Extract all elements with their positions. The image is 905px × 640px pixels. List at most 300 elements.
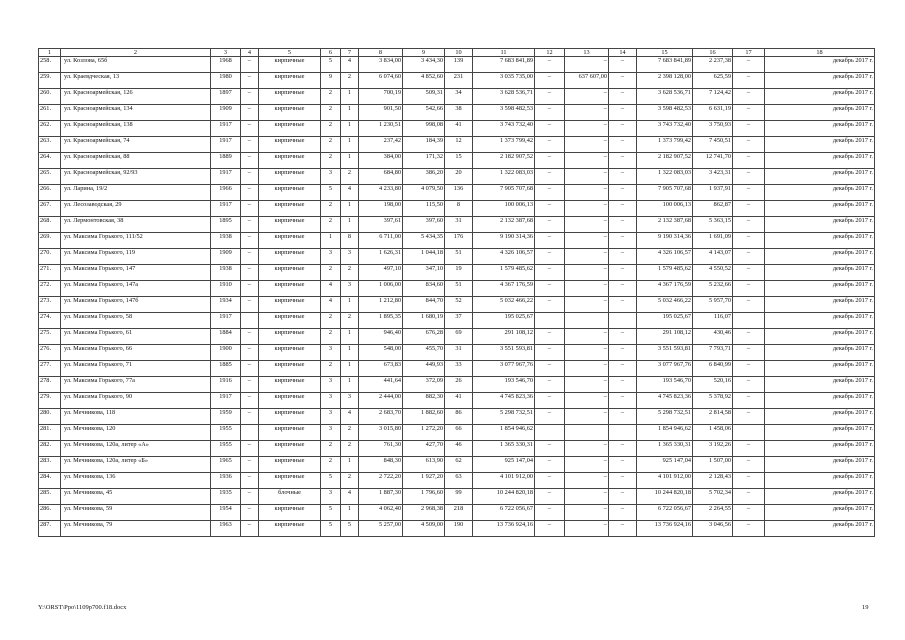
table-cell: 4 745 823,36	[637, 393, 693, 409]
table-cell: –	[609, 345, 637, 361]
table-cell: ул. Мечникова, 118	[61, 409, 211, 425]
table-cell: –	[535, 473, 565, 489]
table-cell: 4 062,40	[359, 505, 403, 521]
table-cell: 3 598 482,53	[637, 105, 693, 121]
table-cell: 3 434,30	[403, 57, 445, 73]
table-cell: –	[733, 217, 765, 233]
table-cell: 261.	[39, 105, 61, 121]
table-cell: 139	[445, 57, 473, 73]
table-cell: 1 322 083,03	[473, 169, 535, 185]
table-cell: –	[565, 249, 609, 265]
table-cell: 184,39	[403, 137, 445, 153]
table-cell: 3	[341, 249, 359, 265]
table-cell: 1 365 330,31	[637, 441, 693, 457]
table-cell: 2 128,43	[693, 473, 733, 489]
table-cell: –	[535, 409, 565, 425]
table-cell: 3 628 536,71	[637, 89, 693, 105]
table-cell: кирпичные	[259, 473, 321, 489]
table-cell: –	[535, 457, 565, 473]
table-cell: 1885	[211, 361, 241, 377]
table-cell: –	[535, 393, 565, 409]
table-row	[39, 217, 875, 233]
table-cell: декабрь 2017 г.	[765, 361, 875, 377]
column-header: 14	[609, 49, 637, 57]
table-cell: 287.	[39, 521, 61, 537]
table-cell: 264.	[39, 153, 61, 169]
table-row	[39, 505, 875, 521]
table-cell: –	[241, 281, 259, 297]
table-cell: 3 192,26	[693, 441, 733, 457]
column-header: 9	[403, 49, 445, 57]
table-cell: 37	[445, 313, 473, 329]
table-cell: кирпичные	[259, 153, 321, 169]
table-cell: декабрь 2017 г.	[765, 89, 875, 105]
table-cell: –	[241, 169, 259, 185]
table-cell: кирпичные	[259, 361, 321, 377]
table-cell: кирпичные	[259, 281, 321, 297]
footer-file-path: Y:\ORST\Ppo\1109p700.f18.docx	[38, 604, 127, 611]
table-cell: –	[241, 217, 259, 233]
table-cell: 1	[341, 217, 359, 233]
table-cell: 269.	[39, 233, 61, 249]
table-cell: 237,42	[359, 137, 403, 153]
table-cell: –	[241, 201, 259, 217]
table-cell: 10 244 820,18	[473, 489, 535, 505]
table-cell: кирпичные	[259, 73, 321, 89]
table-cell: 1910	[211, 281, 241, 297]
table-row	[39, 489, 875, 505]
table-cell: 1	[341, 153, 359, 169]
table-cell: –	[609, 153, 637, 169]
table-cell: 1 373 799,42	[637, 137, 693, 153]
table-cell: –	[733, 361, 765, 377]
table-cell: 5 232,66	[693, 281, 733, 297]
table-cell: 2 722,20	[359, 473, 403, 489]
table-cell: 2 132 387,68	[637, 217, 693, 233]
table-cell: –	[565, 153, 609, 169]
table-cell: –	[733, 377, 765, 393]
table-cell: ул. Лесозаводская, 29	[61, 201, 211, 217]
table-cell: –	[733, 249, 765, 265]
table-cell: –	[535, 201, 565, 217]
table-cell: кирпичные	[259, 313, 321, 329]
column-header: 7	[341, 49, 359, 57]
column-header: 8	[359, 49, 403, 57]
table-row	[39, 73, 875, 89]
table-cell: 3 551 593,81	[473, 345, 535, 361]
table-cell: 12	[445, 137, 473, 153]
table-cell: 1	[341, 377, 359, 393]
table-cell: 280.	[39, 409, 61, 425]
table-row	[39, 521, 875, 537]
table-cell: 1963	[211, 521, 241, 537]
table-cell: 4	[321, 297, 341, 313]
table-cell: 1917	[211, 137, 241, 153]
table-cell: 115,50	[403, 201, 445, 217]
table-cell: –	[241, 153, 259, 169]
table-row	[39, 105, 875, 121]
table-row	[39, 89, 875, 105]
table-cell: декабрь 2017 г.	[765, 153, 875, 169]
table-cell: 1900	[211, 345, 241, 361]
table-row	[39, 57, 875, 73]
table-cell: 7 450,51	[693, 137, 733, 153]
table-cell: 882,30	[403, 393, 445, 409]
table-cell: –	[565, 377, 609, 393]
table-cell: 100 006,13	[473, 201, 535, 217]
table-cell: –	[565, 201, 609, 217]
table-cell: 1936	[211, 473, 241, 489]
table-cell: 3 750,93	[693, 121, 733, 137]
table-cell: кирпичные	[259, 521, 321, 537]
table-cell: 548,00	[359, 345, 403, 361]
table-cell: –	[733, 489, 765, 505]
table-cell: 33	[445, 361, 473, 377]
table-cell: 455,70	[403, 345, 445, 361]
table-cell: –	[241, 89, 259, 105]
table-cell: 2	[321, 137, 341, 153]
table-cell: 282.	[39, 441, 61, 457]
table-cell: –	[733, 409, 765, 425]
table-cell: 7 683 841,89	[637, 57, 693, 73]
table-row	[39, 441, 875, 457]
table-cell: –	[535, 105, 565, 121]
table-cell: 3	[321, 409, 341, 425]
table-cell: 2 683,70	[359, 409, 403, 425]
table-cell: кирпичные	[259, 105, 321, 121]
table-cell: 52	[445, 297, 473, 313]
table-cell: 1	[341, 457, 359, 473]
table-cell: 848,30	[359, 457, 403, 473]
table-cell: 51	[445, 249, 473, 265]
table-cell: 1	[341, 297, 359, 313]
table-cell: 946,40	[359, 329, 403, 345]
table-cell: 1 579 485,62	[637, 265, 693, 281]
table-cell: 231	[445, 73, 473, 89]
table-cell: ул. Красноармейская, 74	[61, 137, 211, 153]
table-cell: 6 711,00	[359, 233, 403, 249]
table-cell: –	[733, 265, 765, 281]
table-cell: 2	[321, 313, 341, 329]
table-cell: 7 683 841,89	[473, 57, 535, 73]
table-cell: 3	[321, 489, 341, 505]
table-cell: ул. Максима Горького, 119	[61, 249, 211, 265]
table-cell: 3	[321, 169, 341, 185]
table-cell: 193 546,70	[637, 377, 693, 393]
table-cell: –	[565, 441, 609, 457]
table-cell: 2	[341, 265, 359, 281]
table-cell: ул. Красноармейская, 126	[61, 89, 211, 105]
column-header: 2	[61, 49, 211, 57]
table-cell: 263.	[39, 137, 61, 153]
table-cell: –	[609, 441, 637, 457]
table-cell: 4	[341, 409, 359, 425]
table-cell: кирпичные	[259, 233, 321, 249]
table-cell: –	[733, 169, 765, 185]
table-cell: 5	[321, 57, 341, 73]
table-cell: 1917	[211, 201, 241, 217]
table-cell: 176	[445, 233, 473, 249]
table-cell: 100 006,13	[637, 201, 693, 217]
table-cell: 372,09	[403, 377, 445, 393]
table-cell: –	[565, 489, 609, 505]
table-cell: 193 546,70	[473, 377, 535, 393]
table-cell: 1938	[211, 265, 241, 281]
column-header: 5	[259, 49, 321, 57]
table-cell: –	[565, 297, 609, 313]
table-cell: 1 006,00	[359, 281, 403, 297]
table-cell: 3 598 482,53	[473, 105, 535, 121]
table-cell: 15	[445, 153, 473, 169]
table-cell: 218	[445, 505, 473, 521]
table-cell: 4 079,50	[403, 185, 445, 201]
table-cell: –	[565, 137, 609, 153]
table-cell: 998,08	[403, 121, 445, 137]
table-cell: 1917	[211, 121, 241, 137]
table-cell: 3	[341, 393, 359, 409]
table-cell: 1 796,60	[403, 489, 445, 505]
table-cell: 9 190 314,36	[473, 233, 535, 249]
table-cell: –	[609, 137, 637, 153]
table-row	[39, 169, 875, 185]
table-cell: –	[565, 281, 609, 297]
table-cell: 7 905 707,68	[637, 185, 693, 201]
table-cell: ул. Козлова, 65б	[61, 57, 211, 73]
table-cell: 2 444,00	[359, 393, 403, 409]
table-cell: 5 032 466,22	[473, 297, 535, 313]
table-cell: 291 108,12	[473, 329, 535, 345]
table-cell: 69	[445, 329, 473, 345]
table-cell: 2	[321, 153, 341, 169]
table-cell: 62	[445, 457, 473, 473]
table-cell: –	[565, 361, 609, 377]
table-cell: 1980	[211, 73, 241, 89]
table-cell: –	[609, 297, 637, 313]
table-cell: кирпичные	[259, 377, 321, 393]
table-cell: ул. Мечникова, 45	[61, 489, 211, 505]
table-cell: 286.	[39, 505, 61, 521]
table-cell: 66	[445, 425, 473, 441]
table-cell: –	[733, 345, 765, 361]
table-cell: 5	[321, 185, 341, 201]
table-cell: декабрь 2017 г.	[765, 169, 875, 185]
table-cell: 676,28	[403, 329, 445, 345]
table-cell: 1	[341, 201, 359, 217]
table-cell: 2 237,38	[693, 57, 733, 73]
table-cell	[565, 425, 609, 441]
table-cell: декабрь 2017 г.	[765, 185, 875, 201]
table-cell: 7 905 707,68	[473, 185, 535, 201]
table-cell: декабрь 2017 г.	[765, 121, 875, 137]
table-cell: 386,20	[403, 169, 445, 185]
table-cell: –	[609, 409, 637, 425]
table-cell: –	[609, 361, 637, 377]
table-cell: 1935	[211, 489, 241, 505]
table-cell: 3 015,80	[359, 425, 403, 441]
table-cell: 5 957,70	[693, 297, 733, 313]
table-cell: –	[241, 361, 259, 377]
table-cell: кирпичные	[259, 137, 321, 153]
table-cell: –	[609, 329, 637, 345]
table-cell: 279.	[39, 393, 61, 409]
table-cell: 1916	[211, 377, 241, 393]
table-cell: 637 607,00	[565, 73, 609, 89]
table-cell: –	[609, 393, 637, 409]
table-cell: 1 373 799,42	[473, 137, 535, 153]
table-cell: 3	[341, 281, 359, 297]
table-cell: 2	[321, 201, 341, 217]
table-cell: 2	[341, 441, 359, 457]
table-cell: 260.	[39, 89, 61, 105]
table-cell: 497,10	[359, 265, 403, 281]
table-cell: –	[733, 105, 765, 121]
table-cell: 268.	[39, 217, 61, 233]
table-cell: 1889	[211, 153, 241, 169]
table-cell: –	[609, 505, 637, 521]
table-cell: декабрь 2017 г.	[765, 137, 875, 153]
table-cell: декабрь 2017 г.	[765, 217, 875, 233]
table-cell: 925 147,04	[473, 457, 535, 473]
table-cell: 1934	[211, 297, 241, 313]
table-cell: 1 044,18	[403, 249, 445, 265]
table-cell: 195 025,67	[637, 313, 693, 329]
table-row	[39, 425, 875, 441]
table-cell: 86	[445, 409, 473, 425]
column-header: 4	[241, 49, 259, 57]
table-cell: 1 365 330,31	[473, 441, 535, 457]
table-cell: 1 680,19	[403, 313, 445, 329]
table-cell: 13 736 924,16	[473, 521, 535, 537]
table-cell: –	[565, 329, 609, 345]
table-cell: 5	[321, 521, 341, 537]
table-cell: 1917	[211, 169, 241, 185]
table-cell: 291 108,12	[637, 329, 693, 345]
table-cell: ул. Ларина, 19/2	[61, 185, 211, 201]
table-row	[39, 249, 875, 265]
table-cell: 4	[341, 489, 359, 505]
table-cell: –	[535, 73, 565, 89]
table-cell: –	[565, 473, 609, 489]
table-cell: –	[241, 297, 259, 313]
table-cell: 41	[445, 393, 473, 409]
table-cell: 271.	[39, 265, 61, 281]
table-cell: кирпичные	[259, 457, 321, 473]
table-cell: 2	[321, 457, 341, 473]
table-cell: ул. Красноармейская, 92/93	[61, 169, 211, 185]
table-cell: 258.	[39, 57, 61, 73]
table-cell: –	[609, 217, 637, 233]
table-cell: декабрь 2017 г.	[765, 345, 875, 361]
table-cell: –	[733, 201, 765, 217]
table-cell: –	[565, 521, 609, 537]
table-cell: –	[565, 457, 609, 473]
table-cell: –	[565, 393, 609, 409]
table-cell: 2 182 907,52	[637, 153, 693, 169]
table-cell: –	[535, 345, 565, 361]
table-cell: 1917	[211, 313, 241, 329]
table-cell: 273.	[39, 297, 61, 313]
table-cell: 4	[341, 185, 359, 201]
table-cell: –	[241, 345, 259, 361]
table-cell: –	[535, 137, 565, 153]
table-cell: 1 579 485,62	[473, 265, 535, 281]
table-cell: декабрь 2017 г.	[765, 425, 875, 441]
table-cell: 19	[445, 265, 473, 281]
table-row	[39, 457, 875, 473]
table-cell: 46	[445, 441, 473, 457]
table-cell: ул. Красноармейская, 134	[61, 105, 211, 121]
table-cell: –	[241, 233, 259, 249]
table-cell: 4 550,52	[693, 265, 733, 281]
table-cell: декабрь 2017 г.	[765, 297, 875, 313]
table-cell: 2	[321, 217, 341, 233]
table-cell: 10 244 820,18	[637, 489, 693, 505]
table-cell: кирпичные	[259, 393, 321, 409]
table-cell: 1 322 083,03	[637, 169, 693, 185]
table-cell: –	[535, 185, 565, 201]
table-cell: –	[565, 169, 609, 185]
table-cell: –	[565, 185, 609, 201]
table-cell: 5 378,92	[693, 393, 733, 409]
table-cell: –	[535, 297, 565, 313]
table-cell: 1954	[211, 505, 241, 521]
table-cell: –	[733, 121, 765, 137]
table-cell: ул. Максима Горького, 147а	[61, 281, 211, 297]
table-cell: –	[241, 393, 259, 409]
table-cell: декабрь 2017 г.	[765, 73, 875, 89]
table-cell: 1966	[211, 185, 241, 201]
table-cell: 844,70	[403, 297, 445, 313]
table-cell: 2	[341, 425, 359, 441]
column-header: 11	[473, 49, 535, 57]
table-cell: 613,90	[403, 457, 445, 473]
table-cell: –	[241, 73, 259, 89]
table-cell	[241, 313, 259, 329]
table-cell: 198,00	[359, 201, 403, 217]
table-cell: 1895	[211, 217, 241, 233]
table-cell: ул. Мечникова, 120	[61, 425, 211, 441]
table-cell: –	[733, 153, 765, 169]
table-cell: –	[733, 233, 765, 249]
table-cell: кирпичные	[259, 217, 321, 233]
table-cell: 278.	[39, 377, 61, 393]
table-cell: –	[535, 153, 565, 169]
table-cell: –	[609, 121, 637, 137]
table-cell: 2	[321, 105, 341, 121]
table-cell: 5 434,35	[403, 233, 445, 249]
table-row	[39, 345, 875, 361]
table-cell: 99	[445, 489, 473, 505]
table-cell: –	[565, 505, 609, 521]
table-cell: декабрь 2017 г.	[765, 457, 875, 473]
table-cell: 3 423,31	[693, 169, 733, 185]
table-cell: 1884	[211, 329, 241, 345]
table-cell: декабрь 2017 г.	[765, 441, 875, 457]
table-cell: 1955	[211, 441, 241, 457]
table-cell: кирпичные	[259, 425, 321, 441]
table-cell: 2	[341, 73, 359, 89]
table-cell: –	[609, 105, 637, 121]
table-row	[39, 121, 875, 137]
table-cell: 4 326 106,57	[473, 249, 535, 265]
table-row	[39, 393, 875, 409]
table-cell: кирпичные	[259, 185, 321, 201]
table-cell: 397,60	[403, 217, 445, 233]
table-cell: 384,00	[359, 153, 403, 169]
table-cell: 2 968,38	[403, 505, 445, 521]
table-cell: 38	[445, 105, 473, 121]
table-cell: 2	[321, 121, 341, 137]
